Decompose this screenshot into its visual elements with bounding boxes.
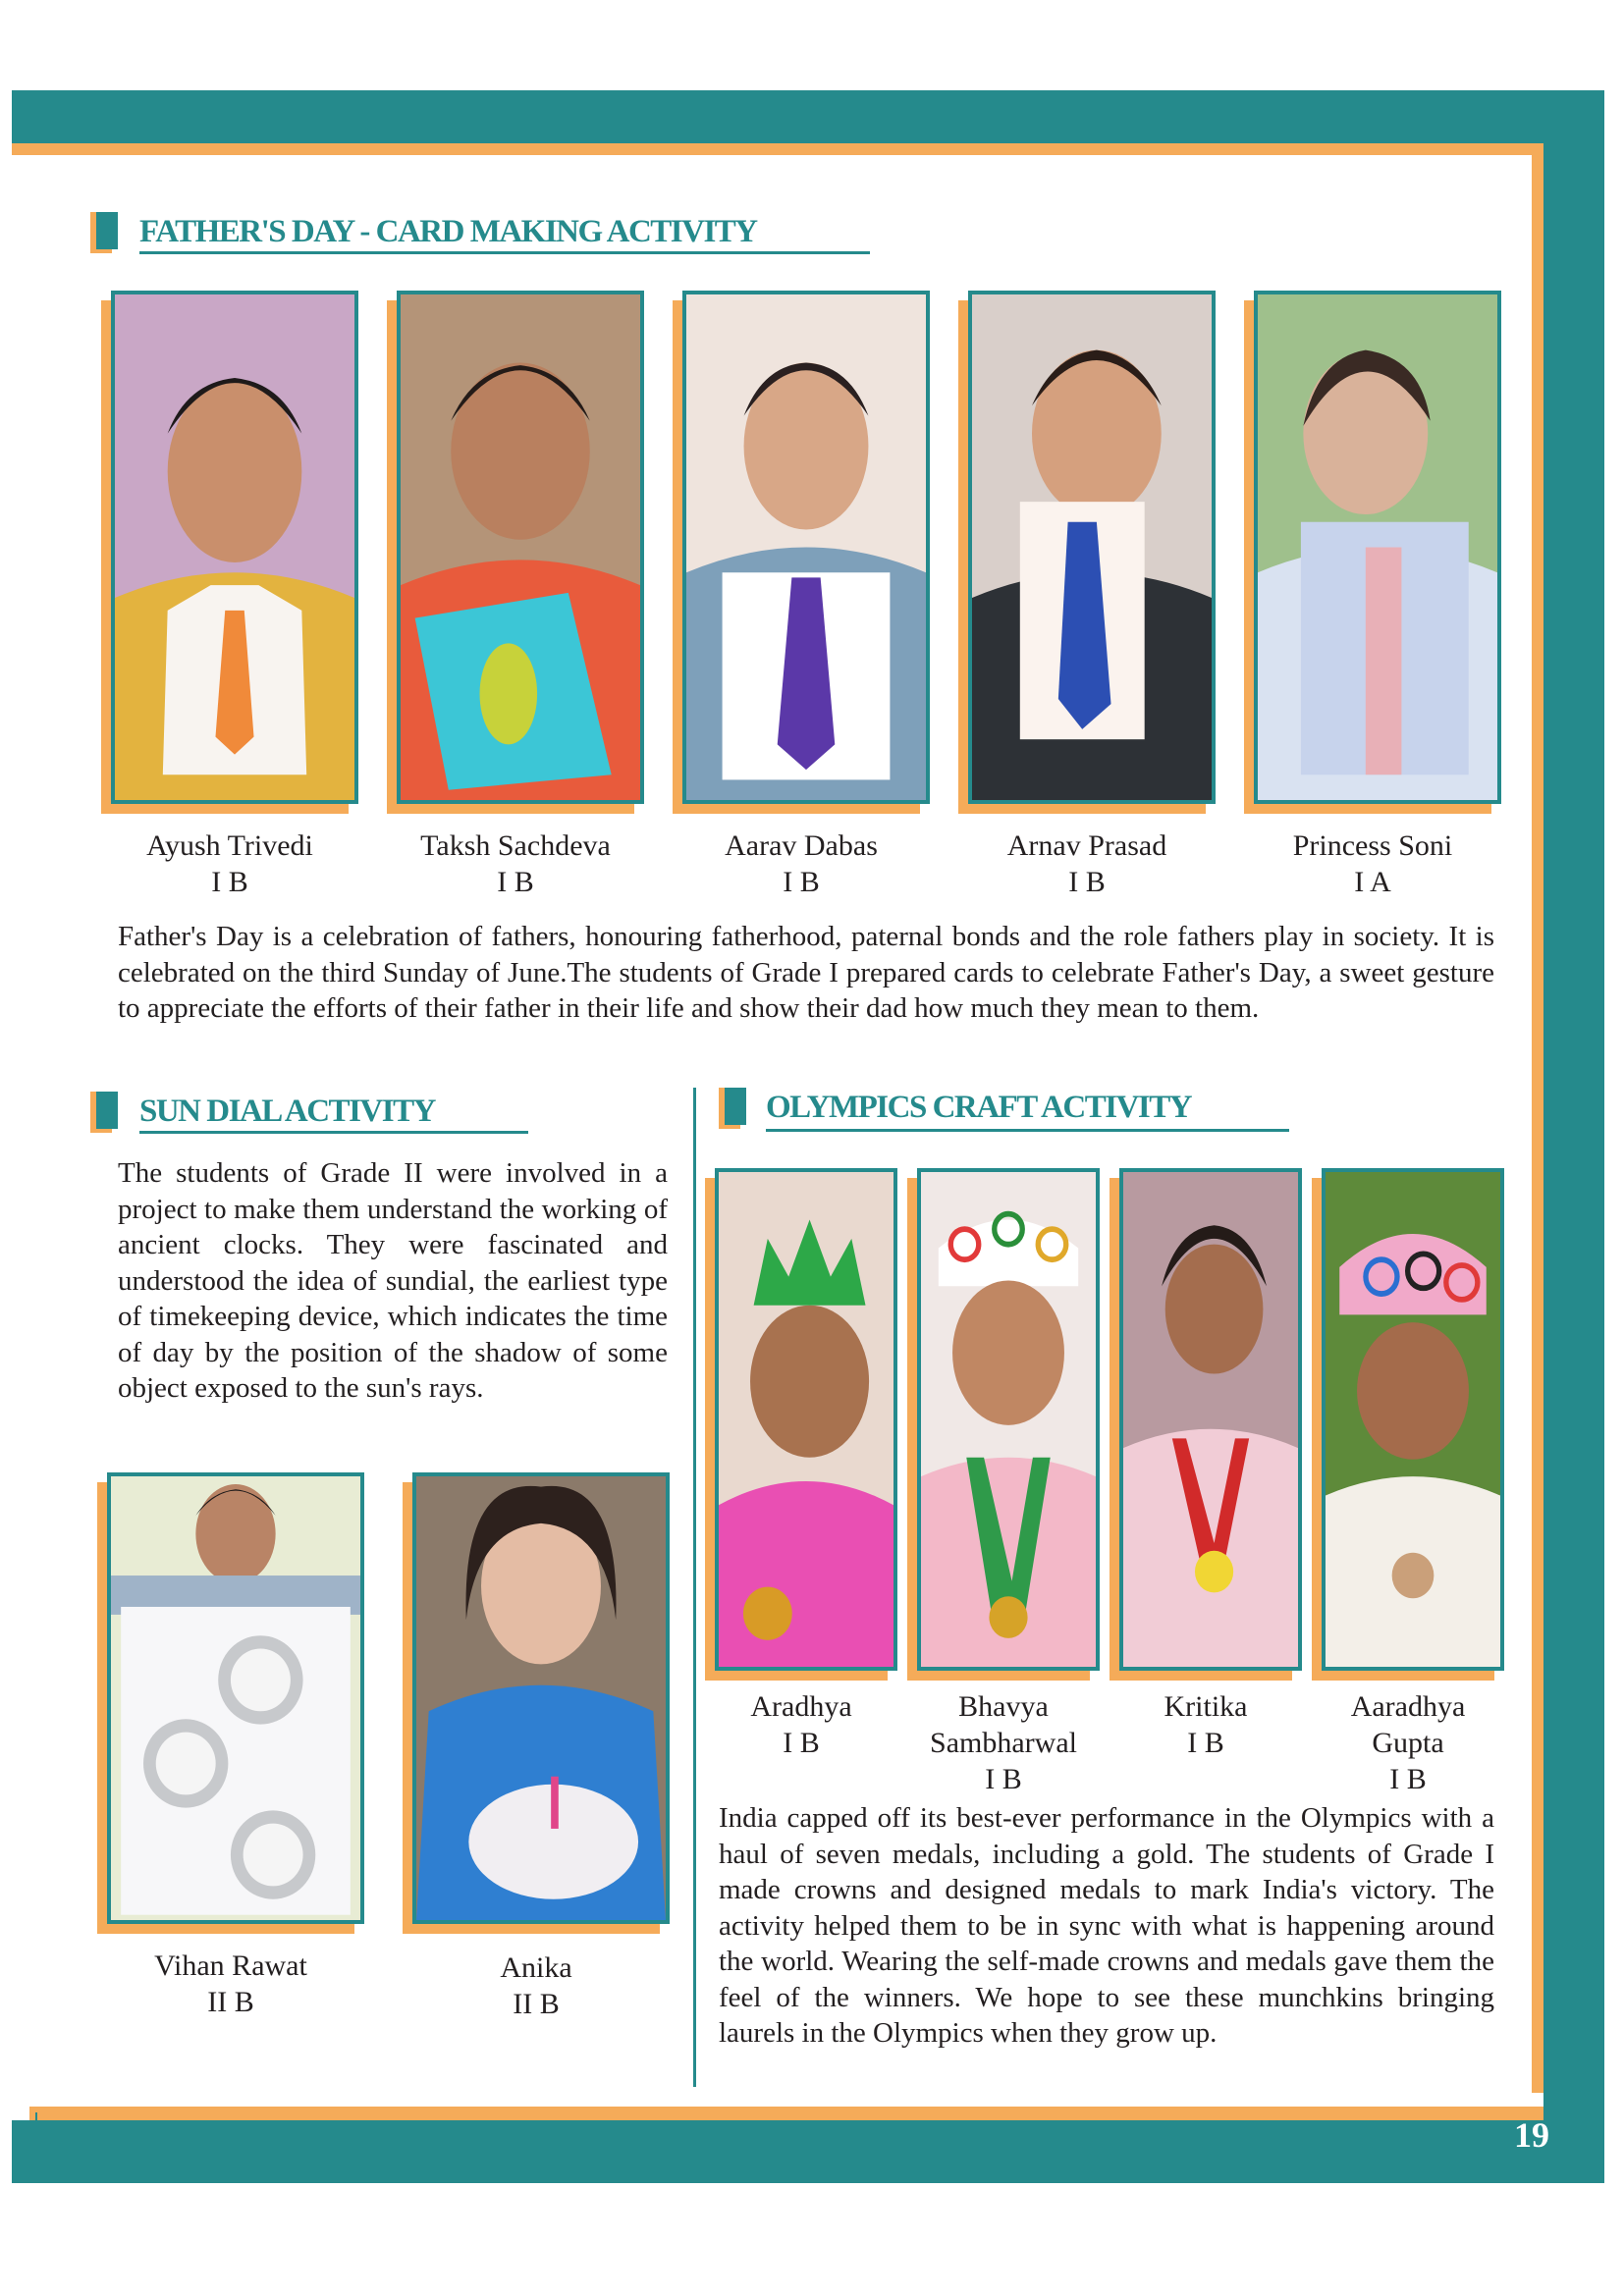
student-name: Taksh Sachdeva: [420, 829, 611, 862]
photo-ayush-trivedi: [101, 291, 358, 814]
sun-dial-heading: SUN DIAL ACTIVITY: [139, 1094, 435, 1129]
student-name: Kritika: [1164, 1690, 1248, 1723]
child-with-crown-image: [921, 1172, 1096, 1667]
student-name: Aaradhya: [1350, 1690, 1466, 1723]
student-class: II B: [207, 1986, 254, 2018]
photo-arnav-prasad: [958, 291, 1216, 814]
top-teal-band: [12, 90, 1604, 143]
caption-student: [705, 1688, 897, 1761]
student-class: I B: [497, 866, 534, 898]
student-class: I B: [1389, 1763, 1427, 1795]
photo-princess-soni: [1244, 291, 1501, 814]
heading-underline: [139, 251, 870, 254]
photo-anika: [403, 1472, 670, 1934]
caption-student: [673, 828, 930, 900]
olympics-heading: OLYMPICS CRAFT ACTIVITY: [766, 1090, 1192, 1125]
caption-student: [387, 828, 644, 900]
student-class: I B: [1068, 866, 1106, 898]
caption-student: [907, 1688, 1100, 1797]
section-marker-icon: [719, 1088, 746, 1129]
caption-student: [403, 1949, 670, 2022]
caption-student: [1312, 1688, 1504, 1797]
child-with-card-image: [1258, 294, 1497, 800]
student-name-line2: Gupta: [1372, 1727, 1444, 1759]
student-name: Bhavya: [958, 1690, 1049, 1723]
column-divider: [693, 1088, 696, 2087]
section-marker-icon: [90, 1092, 118, 1133]
student-name: Princess Soni: [1292, 829, 1453, 862]
fathers-day-heading: FATHER'S DAY - CARD MAKING ACTIVITY: [139, 214, 757, 249]
bottom-teal-band: [12, 2120, 1604, 2183]
photo-bhavya-sambharwal: [907, 1168, 1100, 1681]
photo-vihan-rawat: [97, 1472, 364, 1934]
child-with-card-image: [972, 294, 1212, 800]
student-name: Aradhya: [750, 1690, 852, 1723]
photo-aaradhya-gupta: [1312, 1168, 1504, 1681]
caption-student: [958, 828, 1216, 900]
right-orange-stripe: [1532, 143, 1543, 2093]
bottom-orange-stripe: [29, 2107, 1543, 2120]
page-number: 19: [1514, 2115, 1549, 2155]
child-with-crown-image: [719, 1172, 893, 1667]
student-class: I B: [783, 866, 820, 898]
photo-aradhya: [705, 1168, 897, 1681]
child-with-card-image: [401, 294, 640, 800]
heading-underline: [766, 1129, 1289, 1132]
caption-student: [101, 828, 358, 900]
olympics-description: India capped off its best-ever performance in the Olympics with a haul of seven medals, including a gold. The students of Grade I made crowns and designed medals to mark India's victory. The activity helped them to be in sync with what is happening around the world. Wearing the self-made crowns and medals gave them the feel of the winners. We hope to see these munchkins bringing laurels in the Olympics when they grow up.: [719, 1802, 1494, 2049]
top-orange-stripe: [12, 143, 1543, 155]
caption-student: [97, 1948, 364, 2020]
student-name: Arnav Prasad: [1006, 829, 1167, 862]
photo-taksh-sachdeva: [387, 291, 644, 814]
photo-aarav-dabas: [673, 291, 930, 814]
student-class: I B: [783, 1727, 820, 1759]
sun-dial-description: The students of Grade II were involved in a project to make them understand the working of ancient clocks. They were fascinated and understood the idea of sundial, the earliest type of timekeeping device, which indicates the time of day by the position of the shadow of some object exposed to the sun's rays.: [118, 1157, 668, 1404]
student-name-line2: Sambharwal: [930, 1727, 1077, 1759]
caption-student: [1110, 1688, 1302, 1761]
right-teal-band: [1543, 143, 1604, 2183]
caption-student: [1244, 828, 1501, 900]
child-with-crown-image: [1326, 1172, 1500, 1667]
student-class: II B: [513, 1988, 560, 2020]
student-name: Vihan Rawat: [154, 1949, 307, 1982]
section-marker-icon: [90, 212, 118, 253]
student-class: I B: [985, 1763, 1022, 1795]
student-class: I B: [211, 866, 248, 898]
sundial-project-image: [416, 1476, 666, 1920]
heading-underline: [139, 1131, 528, 1134]
child-with-card-image: [686, 294, 926, 800]
student-class: I B: [1187, 1727, 1224, 1759]
student-name: Anika: [500, 1951, 572, 1984]
photo-kritika: [1110, 1168, 1302, 1681]
student-class: I A: [1354, 866, 1391, 898]
child-with-card-image: [115, 294, 354, 800]
decorative-tick: [35, 2112, 37, 2122]
fathers-day-description: Father's Day is a celebration of fathers, honouring fatherhood, paternal bonds and the role fathers play in society. It is celebrated on the third Sunday of June.The students of Grade I prepared cards to celebrate Father's Day, a sweet gesture to appreciate the efforts of their father in their life and show their dad how much they mean to them.: [118, 921, 1494, 1024]
child-with-crown-image: [1123, 1172, 1298, 1667]
sundial-project-image: [111, 1476, 360, 1920]
student-name: Ayush Trivedi: [146, 829, 313, 862]
student-name: Aarav Dabas: [725, 829, 878, 862]
